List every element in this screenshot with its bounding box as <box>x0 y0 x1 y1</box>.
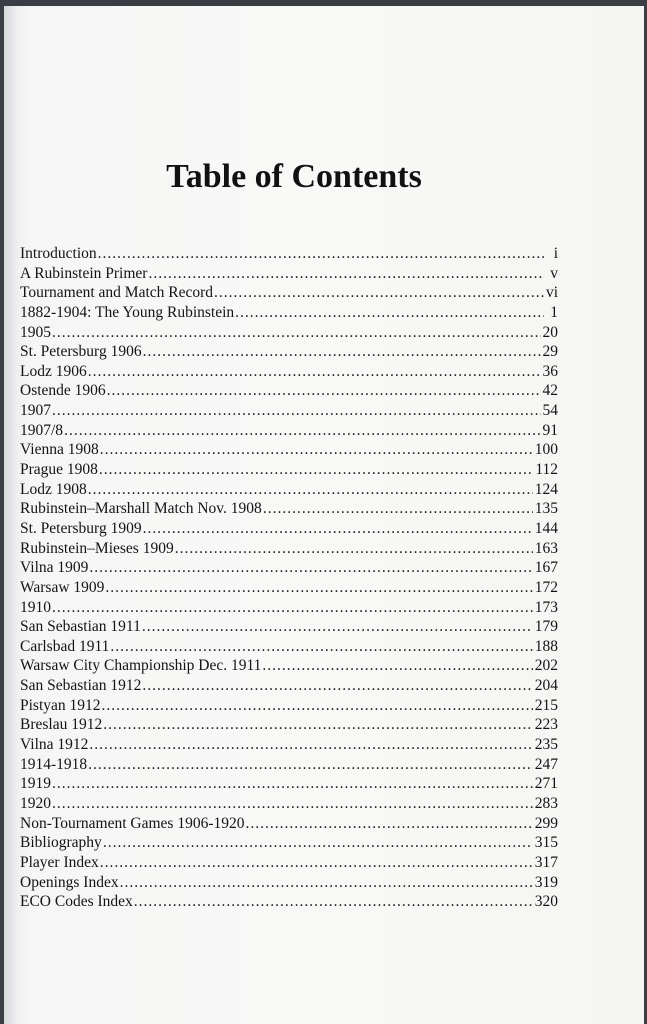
dot-leader <box>100 853 533 873</box>
page-title: Table of Contents <box>166 158 422 195</box>
dot-leader <box>100 440 533 460</box>
toc-entry-page-number: 215 <box>534 696 558 714</box>
table-of-contents <box>20 244 558 912</box>
toc-entry <box>20 539 558 559</box>
toc-entry <box>20 794 558 814</box>
toc-entry <box>20 401 558 421</box>
toc-entry-page-number: 320 <box>534 893 558 911</box>
dot-leader <box>88 362 541 382</box>
toc-entry-page-number: 172 <box>534 578 558 596</box>
toc-entry <box>20 814 558 834</box>
toc-entry <box>20 519 558 539</box>
toc-entry-page-number: 299 <box>534 814 558 832</box>
toc-entry-page-number: 179 <box>534 618 558 636</box>
toc-entry-label: 1910 <box>20 598 51 616</box>
toc-entry <box>20 578 558 598</box>
dot-leader <box>52 794 533 814</box>
toc-entry <box>20 323 558 343</box>
toc-entry <box>20 283 558 303</box>
toc-entry <box>20 755 558 775</box>
toc-entry-label: Lodz 1908 <box>20 480 87 498</box>
toc-entry-page-number: 235 <box>534 736 558 754</box>
dot-leader <box>89 558 532 578</box>
toc-entry-label: Openings Index <box>20 873 119 891</box>
dot-leader <box>99 460 533 480</box>
toc-entry-label: Vilna 1909 <box>20 559 89 577</box>
toc-entry-page-number: 144 <box>534 519 558 537</box>
dot-leader <box>88 480 533 500</box>
dot-leader <box>142 617 533 637</box>
toc-entry-label: 1905 <box>20 323 51 341</box>
toc-entry-label: Carlsbad 1911 <box>20 637 110 655</box>
dot-leader <box>262 656 532 676</box>
toc-entry <box>20 381 558 401</box>
toc-entry-label: Tournament and Match Record <box>20 284 214 302</box>
toc-entry-page-number: i <box>553 245 558 262</box>
dot-leader <box>148 264 544 284</box>
dot-leader <box>88 755 533 775</box>
toc-entry-label: Rubinstein–Marshall Match Nov. 1908 <box>20 500 262 518</box>
toc-entry <box>20 873 558 893</box>
toc-entry-page-number: 283 <box>534 794 558 812</box>
dot-leader <box>143 519 533 539</box>
toc-entry-label: Introduction <box>20 245 97 262</box>
toc-entry-label: Warsaw 1909 <box>20 578 105 596</box>
toc-entry-label: Ostende 1906 <box>20 382 106 400</box>
toc-entry-label: A Rubinstein Primer <box>20 264 148 282</box>
dot-leader <box>214 283 544 303</box>
toc-entry-label: Bibliography <box>20 834 102 852</box>
dot-leader <box>143 342 541 362</box>
toc-entry-page-number: 315 <box>534 834 558 852</box>
dot-leader <box>107 381 541 401</box>
toc-entry <box>20 421 558 441</box>
toc-entry-page-number: 202 <box>534 657 558 675</box>
toc-entry-label: Warsaw City Championship Dec. 1911 <box>20 657 262 675</box>
toc-entry-page-number: 42 <box>542 382 558 400</box>
dot-leader <box>52 401 541 421</box>
toc-entry-label: Vilna 1912 <box>20 736 89 754</box>
toc-entry-page-number: 91 <box>542 421 558 439</box>
dot-leader <box>175 539 533 559</box>
toc-entry-page-number: 271 <box>534 775 558 793</box>
toc-entry-page-number: 1 <box>550 303 558 321</box>
toc-entry <box>20 598 558 618</box>
toc-entry-label: 1907 <box>20 402 51 420</box>
toc-entry-label: Lodz 1906 <box>20 362 87 380</box>
toc-entry-page-number: 112 <box>535 461 558 479</box>
toc-entry <box>20 853 558 873</box>
toc-entry-page-number: 223 <box>534 716 558 734</box>
toc-entry-page-number: 247 <box>534 755 558 773</box>
dot-leader <box>134 892 533 912</box>
toc-entry <box>20 735 558 755</box>
toc-entry-page-number: vi <box>545 284 558 302</box>
toc-entry-label: Non-Tournament Games 1906-1920 <box>20 814 245 832</box>
toc-entry-label: Player Index <box>20 853 99 871</box>
toc-entry <box>20 480 558 500</box>
toc-entry <box>20 460 558 480</box>
toc-entry <box>20 774 558 794</box>
toc-entry-label: Prague 1908 <box>20 461 98 479</box>
toc-entry-label: 1914-1918 <box>20 755 88 773</box>
book-page <box>4 6 644 1024</box>
toc-entry-page-number: 29 <box>542 343 558 361</box>
dot-leader <box>52 323 541 343</box>
toc-entry-page-number: 163 <box>534 539 558 557</box>
toc-entry-label: 1919 <box>20 775 51 793</box>
toc-entry <box>20 362 558 382</box>
toc-entry-label: Pistyan 1912 <box>20 696 101 714</box>
toc-entry <box>20 342 558 362</box>
dot-leader <box>235 303 544 323</box>
dot-leader <box>103 715 533 735</box>
toc-entry-label: Rubinstein–Mieses 1909 <box>20 539 174 557</box>
toc-entry-page-number: 188 <box>534 637 558 655</box>
toc-entry-label: San Sebastian 1911 <box>20 618 141 636</box>
toc-entry-label: 1882-1904: The Young Rubinstein <box>20 303 235 321</box>
toc-entry <box>20 637 558 657</box>
toc-entry-label: ECO Codes Index <box>20 893 133 911</box>
toc-entry-label: 1920 <box>20 794 51 812</box>
dot-leader <box>142 676 532 696</box>
toc-entry-label: Breslau 1912 <box>20 716 103 734</box>
toc-entry <box>20 617 558 637</box>
toc-entry-page-number: 167 <box>534 559 558 577</box>
toc-entry <box>20 303 558 323</box>
toc-entry <box>20 833 558 853</box>
toc-entry-page-number: v <box>550 264 558 282</box>
toc-entry-page-number: 54 <box>542 402 558 420</box>
dot-leader <box>89 735 532 755</box>
toc-entry <box>20 558 558 578</box>
toc-entry <box>20 264 558 284</box>
toc-entry <box>20 696 558 716</box>
toc-entry-label: Vienna 1908 <box>20 441 99 459</box>
toc-entry-page-number: 135 <box>534 500 558 518</box>
dot-leader <box>245 814 532 834</box>
dot-leader <box>105 578 532 598</box>
toc-entry <box>20 244 558 264</box>
dot-leader <box>52 598 533 618</box>
dot-leader <box>103 833 533 853</box>
toc-entry <box>20 892 558 912</box>
toc-entry <box>20 656 558 676</box>
dot-leader <box>64 421 540 441</box>
toc-entry-page-number: 204 <box>534 677 558 695</box>
dot-leader <box>98 244 544 264</box>
toc-entry-page-number: 20 <box>542 323 558 341</box>
toc-entry <box>20 499 558 519</box>
toc-entry-label: San Sebastian 1912 <box>20 677 142 695</box>
dot-leader <box>263 499 533 519</box>
toc-entry-label: 1907/8 <box>20 421 64 439</box>
dot-leader <box>52 774 533 794</box>
toc-entry-page-number: 173 <box>534 598 558 616</box>
dot-leader <box>110 637 532 657</box>
toc-entry <box>20 676 558 696</box>
toc-entry-page-number: 317 <box>534 853 558 871</box>
toc-entry-page-number: 319 <box>534 873 558 891</box>
toc-entry-label: St. Petersburg 1909 <box>20 519 142 537</box>
dot-leader <box>120 873 533 893</box>
toc-entry <box>20 440 558 460</box>
toc-entry-page-number: 124 <box>534 480 558 498</box>
toc-entry <box>20 715 558 735</box>
dot-leader <box>102 696 533 716</box>
toc-entry-page-number: 36 <box>542 362 558 380</box>
toc-entry-page-number: 100 <box>534 441 558 459</box>
toc-entry-label: St. Petersburg 1906 <box>20 343 142 361</box>
